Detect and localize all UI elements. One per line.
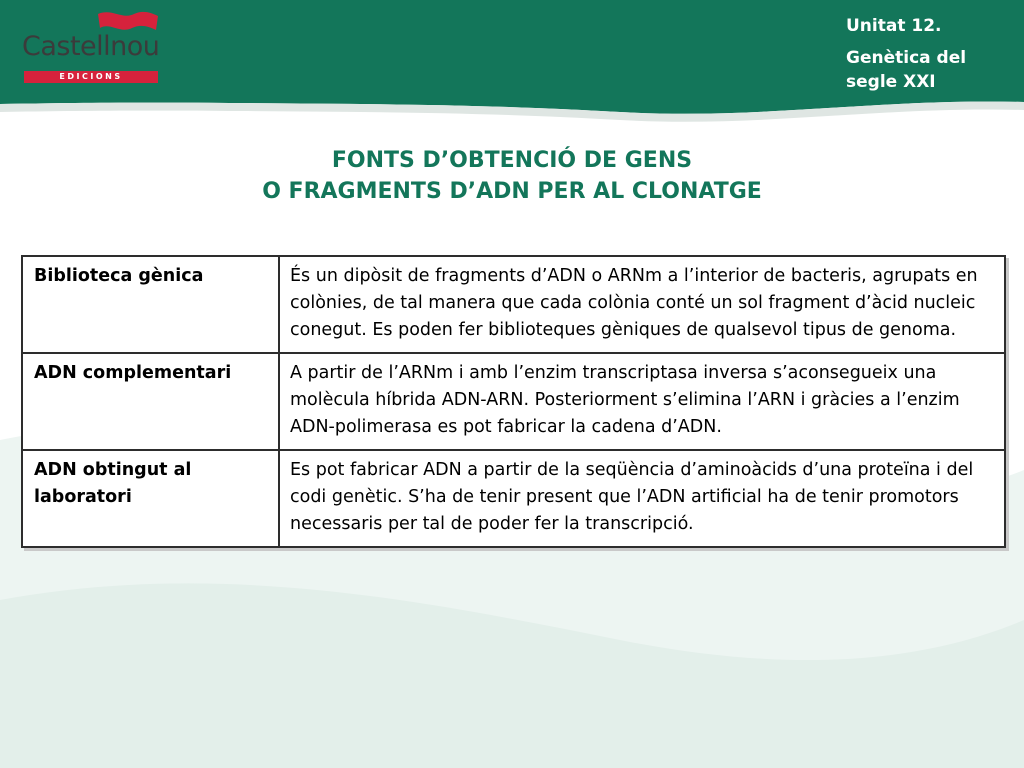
table-row (22, 353, 1005, 450)
term-cell: Biblioteca gènica (22, 256, 279, 353)
definition-cell: A partir de l’ARNm i amb l’enzim transcriptasa inversa s’aconsegueix una molècula híbrida ADN-ARN. Posteriorment s’elimina l’ARN i gràcies a l’enzim ADN-polimerasa es pot fabricar la cadena d’ADN. (279, 353, 1005, 450)
term-cell: ADN complementari (22, 353, 279, 450)
castellnou-logo (22, 8, 162, 81)
unit-name-line1: Genètica del (846, 48, 967, 68)
logo-subtitle: EDICIONS (24, 71, 158, 83)
table-row (22, 450, 1005, 547)
unit-number: Unitat 12. (846, 16, 942, 36)
slide-title-line1: FONTS D’OBTENCIÓ DE GENS (331, 148, 693, 173)
slide-title-line2: O FRAGMENTS D’ADN PER AL CLONATGE (262, 179, 762, 204)
table-row (22, 256, 1005, 353)
definition-cell: És un dipòsit de fragments d’ADN o ARNm a l’interior de bacteris, agrupats en colònies, de tal manera que cada colònia conté un sol fragment d’àcid nucleic conegut. Es poden fer biblioteques gèniques de qualsevol tipus de genoma. (279, 256, 1005, 353)
logo-wordmark: Castellnou (22, 31, 160, 62)
gene-sources-table (21, 255, 1006, 548)
slide-title (0, 145, 1024, 207)
unit-heading (846, 14, 1016, 94)
unit-name-line2: segle XXI (846, 72, 936, 92)
term-cell: ADN obtingut al laboratori (22, 450, 279, 547)
definition-cell: Es pot fabricar ADN a partir de la seqüència d’aminoàcids d’una proteïna i del codi genètic. S’ha de tenir present que l’ADN artificial ha de tenir promotors necessaris per tal de poder fer la transcripció. (279, 450, 1005, 547)
